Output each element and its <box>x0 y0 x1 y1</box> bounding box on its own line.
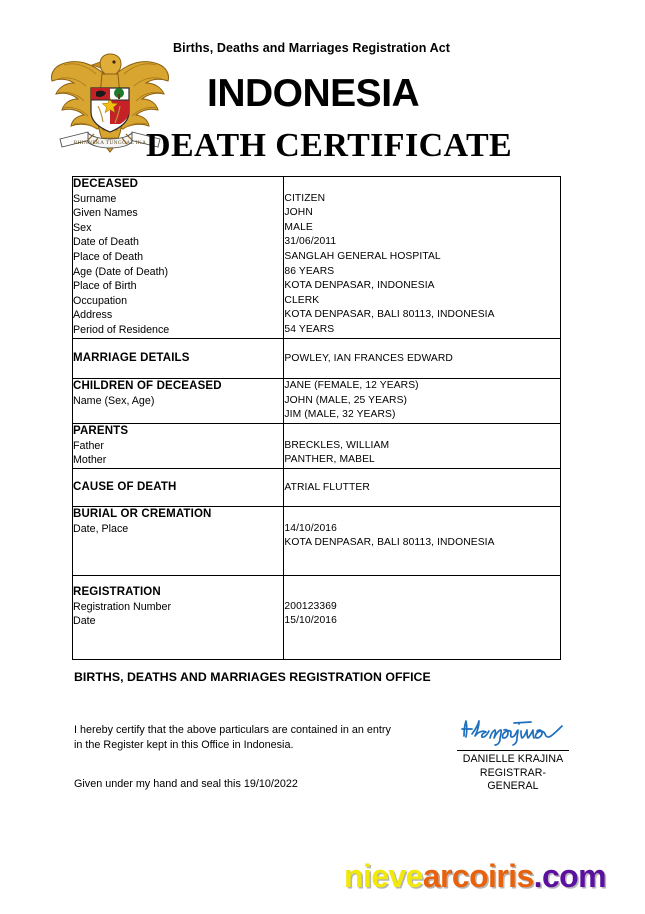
label-mother: Mother <box>73 454 107 467</box>
table-row-marriage <box>73 338 561 379</box>
value-place-of-death: SANGLAH GENERAL HOSPITAL <box>284 250 441 262</box>
section-heading-burial: BURIAL OR CREMATION <box>73 508 212 521</box>
spacer <box>284 177 560 192</box>
label-place-of-birth: Place of Birth <box>73 280 137 293</box>
label-occupation: Occupation <box>73 294 128 307</box>
watermark <box>344 858 606 895</box>
cause-label-cell <box>73 468 284 507</box>
label-date-of-death: Date of Death <box>73 236 139 249</box>
table-row-parents <box>73 423 561 468</box>
section-heading-children: CHILDREN OF DECEASED <box>73 380 222 393</box>
value-burial-date: 14/10/2016 <box>284 522 337 534</box>
label-registration-date: Date <box>73 615 96 628</box>
value-child-1: JANE (FEMALE, 12 YEARS) <box>284 380 419 392</box>
parents-values-cell <box>284 423 561 468</box>
label-children-format: Name (Sex, Age) <box>73 394 155 407</box>
deceased-values-cell <box>284 177 561 339</box>
deceased-labels-cell <box>73 177 284 339</box>
parents-labels-cell <box>73 423 284 468</box>
value-surname: CITIZEN <box>284 192 326 204</box>
label-address: Address <box>73 309 113 322</box>
registration-values-cell <box>284 576 561 660</box>
value-period-of-residence: 54 YEARS <box>284 323 335 335</box>
value-mother: PANTHER, MABEL <box>284 454 375 466</box>
children-values-cell <box>284 379 561 424</box>
signatory-name: DANIELLE KRAJINA <box>462 753 564 765</box>
cause-value-cell <box>284 468 561 507</box>
registration-office-title: BIRTHS, DEATHS AND MARRIAGES REGISTRATION OFFICE <box>74 670 431 684</box>
value-father: BRECKLES, WILLIAM <box>284 439 390 451</box>
section-heading-registration: REGISTRATION <box>73 586 161 599</box>
act-line: Births, Deaths and Marriages Registration Act <box>173 41 451 55</box>
value-given-names: JOHN <box>284 207 313 219</box>
section-heading-marriage: MARRIAGE DETAILS <box>73 351 190 364</box>
section-heading-cause-of-death: CAUSE OF DEATH <box>73 480 177 493</box>
spacer <box>284 424 560 439</box>
label-surname: Surname <box>73 192 117 205</box>
label-father: Father <box>73 439 104 452</box>
burial-labels-cell <box>73 507 284 576</box>
value-registration-date: 15/10/2016 <box>284 615 337 627</box>
marriage-label-cell <box>73 338 284 379</box>
signature-icon <box>459 714 567 750</box>
certification-statement <box>74 723 424 753</box>
section-heading-parents: PARENTS <box>73 424 129 437</box>
value-registration-number: 200123369 <box>284 600 337 612</box>
table-row-cause-of-death <box>73 468 561 507</box>
value-date-of-death: 31/06/2011 <box>284 236 337 248</box>
certification-line-2: in the Register kept in this Office in Indonesia. <box>74 739 294 751</box>
table-row-registration <box>73 576 561 660</box>
value-marriage-details: POWLEY, IAN FRANCES EDWARD <box>284 352 453 364</box>
svg-text:BHINNEKA TUNGGAL IKA: BHINNEKA TUNGGAL IKA <box>73 140 147 146</box>
watermark-part-1: nieve <box>344 858 423 894</box>
certification-line-1: I hereby certify that the above particulars are contained in an entry <box>74 724 391 736</box>
watermark-part-2: arcoiris <box>422 858 534 894</box>
table-row-deceased <box>73 177 561 339</box>
children-labels-cell <box>73 379 284 424</box>
label-age-at-death: Age (Date of Death) <box>73 265 169 278</box>
table-row-burial <box>73 507 561 576</box>
section-heading-deceased: DECEASED <box>73 178 139 190</box>
burial-values-cell <box>284 507 561 576</box>
marriage-value-cell <box>284 338 561 379</box>
value-age-at-death: 86 YEARS <box>284 265 335 277</box>
spacer <box>284 585 560 600</box>
value-address: KOTA DENPASAR, BALI 80113, INDONESIA <box>284 309 495 321</box>
value-child-2: JOHN (MALE, 25 YEARS) <box>284 394 408 406</box>
document-header <box>0 0 645 172</box>
value-occupation: CLERK <box>284 294 320 306</box>
label-period-of-residence: Period of Residence <box>73 323 170 336</box>
watermark-part-3: .com <box>533 858 606 894</box>
label-registration-number: Registration Number <box>73 600 172 613</box>
signatory-title: REGISTRAR-GENERAL <box>479 766 547 792</box>
signature-block <box>457 714 569 794</box>
given-under-hand-text: Given under my hand and seal this 19/10/2022 <box>74 778 298 790</box>
signature-rule <box>457 750 569 751</box>
spacer <box>284 507 560 522</box>
label-sex: Sex <box>73 221 92 234</box>
table-row-children <box>73 379 561 424</box>
value-sex: MALE <box>284 221 313 233</box>
registration-labels-cell <box>73 576 284 660</box>
certificate-table <box>72 176 561 660</box>
value-burial-place: KOTA DENPASAR, BALI 80113, INDONESIA <box>284 537 495 549</box>
country-title: INDONESIA <box>207 72 420 115</box>
label-place-of-death: Place of Death <box>73 250 144 263</box>
label-given-names: Given Names <box>73 207 138 220</box>
value-child-3: JIM (MALE, 32 YEARS) <box>284 409 396 421</box>
value-cause-of-death: ATRIAL FLUTTER <box>284 481 370 493</box>
label-burial-date-place: Date, Place <box>73 522 129 535</box>
document-title: DEATH CERTIFICATE <box>146 127 513 164</box>
value-place-of-birth: KOTA DENPASAR, INDONESIA <box>284 280 435 292</box>
